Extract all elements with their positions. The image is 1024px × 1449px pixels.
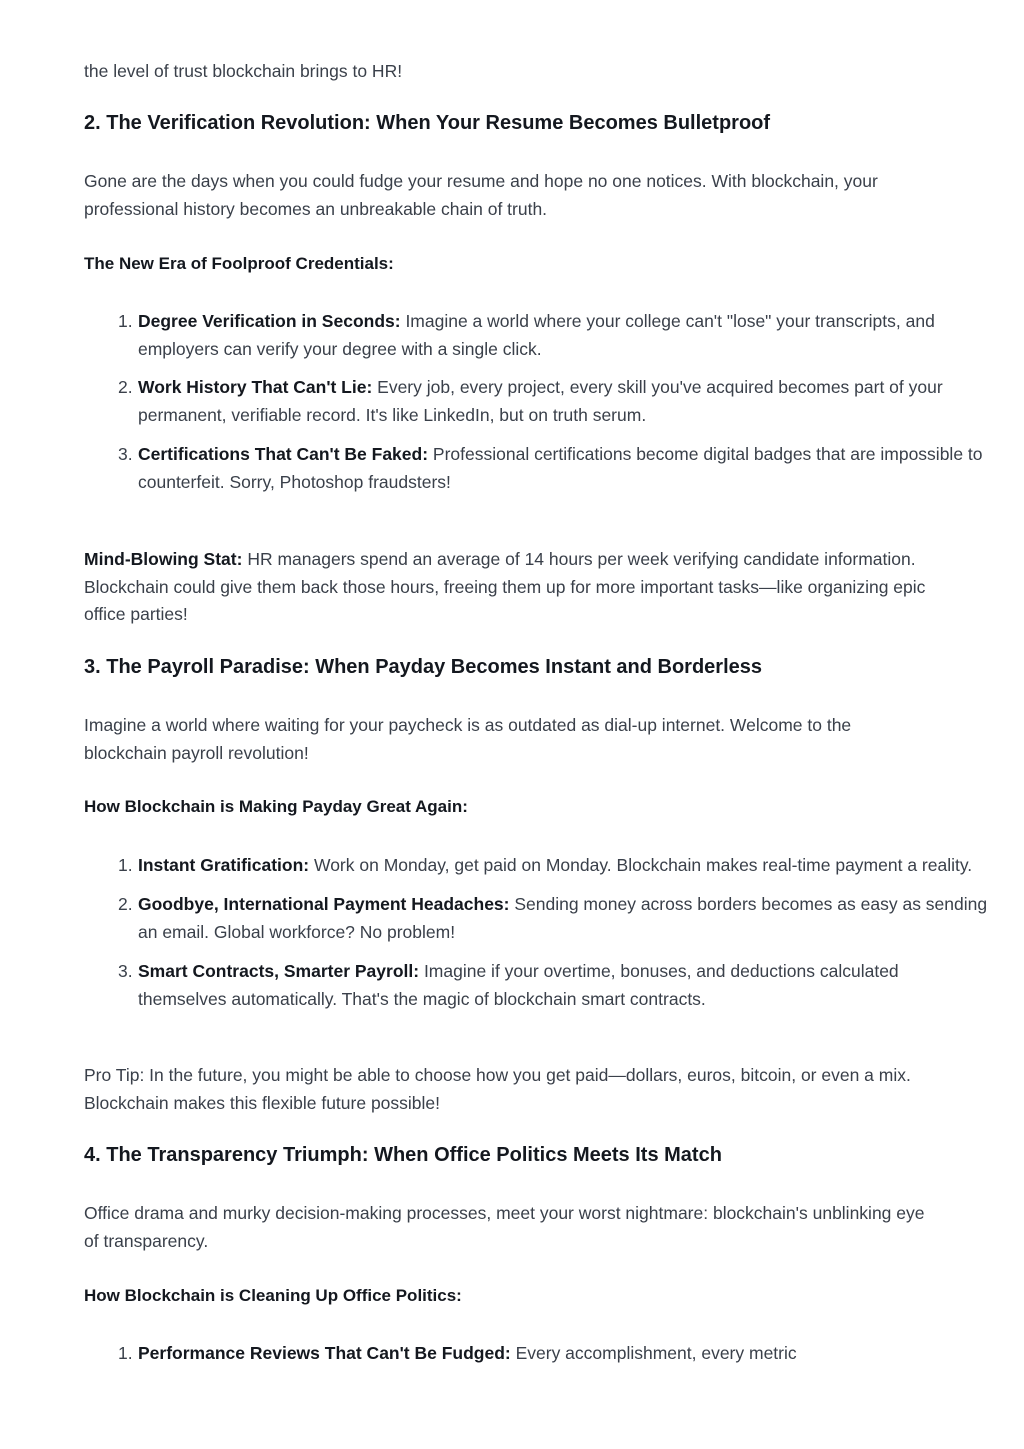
intro-fragment: the level of trust blockchain brings to HR! (84, 61, 403, 81)
list-number: 2. (118, 894, 133, 914)
list-item-text: Professional certifications become digital badges that are impossible to counterfeit. Sorry, Photoshop fraudsters! (138, 444, 983, 492)
section-4-list (84, 1339, 988, 1367)
section-3-paragraph: Imagine a world where waiting for your paycheck is as outdated as dial-up internet. Welcome to the blockchain payroll revolution! (84, 715, 852, 763)
section-2-list (84, 307, 988, 496)
section-4-paragraph: Office drama and murky decision-making processes, meet your worst nightmare: blockchain's unblinking eye of transparency. (84, 1203, 925, 1251)
list-number: 3. (118, 444, 133, 464)
list-item-term: Work History That Can't Lie: (138, 377, 373, 397)
stat-term: Mind-Blowing Stat: (84, 549, 243, 569)
list-item (118, 851, 988, 879)
section-2-paragraph: Gone are the days when you could fudge your resume and hope no one notices. With blockchain, your professional history becomes an unbreakable chain of truth. (84, 171, 878, 219)
stat-text: HR managers spend an average of 14 hours per week verifying candidate information. Blockchain could give them back those hours, freeing them up for more important tasks—like organizing epic office parties! (84, 549, 926, 624)
section-3-subheading: How Blockchain is Making Payday Great Again: (84, 797, 468, 816)
section-4-heading: 4. The Transparency Triumph: When Office Politics Meets Its Match (84, 1144, 722, 1166)
list-item-text: Work on Monday, get paid on Monday. Blockchain makes real-time payment a reality. (309, 855, 973, 875)
section-3-heading: 3. The Payroll Paradise: When Payday Becomes Instant and Borderless (84, 656, 763, 678)
list-item (118, 307, 988, 363)
list-item-term: Certifications That Can't Be Faked: (138, 444, 429, 464)
list-item (118, 373, 988, 429)
list-item-term: Performance Reviews That Can't Be Fudged: (138, 1343, 511, 1363)
list-item (118, 890, 988, 946)
list-item-term: Goodbye, International Payment Headaches: (138, 894, 510, 914)
section-3-list (84, 851, 988, 1013)
section-2-subheading: The New Era of Foolproof Credentials: (84, 254, 394, 273)
list-number: 1. (118, 311, 133, 331)
pro-tip-paragraph: Pro Tip: In the future, you might be able to choose how you get paid—dollars, euros, bitcoin, or even a mix. Blockchain makes this flexible future possible! (84, 1065, 911, 1113)
list-item-text: Sending money across borders becomes as easy as sending an email. Global workforce? No problem! (138, 894, 988, 942)
list-item-term: Degree Verification in Seconds: (138, 311, 401, 331)
list-item-text: Every job, every project, every skill you've acquired becomes part of your permanent, verifiable record. It's like LinkedIn, but on truth serum. (138, 377, 943, 425)
stat-paragraph (84, 546, 934, 629)
list-item (118, 440, 988, 496)
list-number: 3. (118, 961, 133, 981)
list-item-term: Instant Gratification: (138, 855, 310, 875)
list-item-text: Imagine if your overtime, bonuses, and deductions calculated themselves automatically. That's the magic of blockchain smart contracts. (138, 961, 899, 1009)
section-2-heading: 2. The Verification Revolution: When Your Resume Becomes Bulletproof (84, 112, 771, 134)
list-number: 2. (118, 377, 133, 397)
list-item-text: Imagine a world where your college can't "lose" your transcripts, and employers can verify your degree with a single click. (138, 311, 935, 359)
list-number: 1. (118, 1343, 133, 1363)
list-item (118, 1339, 988, 1367)
list-item (118, 957, 988, 1013)
list-item-term: Smart Contracts, Smarter Payroll: (138, 961, 420, 981)
list-number: 1. (118, 855, 133, 875)
section-4-subheading: How Blockchain is Cleaning Up Office Politics: (84, 1286, 462, 1305)
list-item-text: Every accomplishment, every metric (510, 1343, 797, 1363)
